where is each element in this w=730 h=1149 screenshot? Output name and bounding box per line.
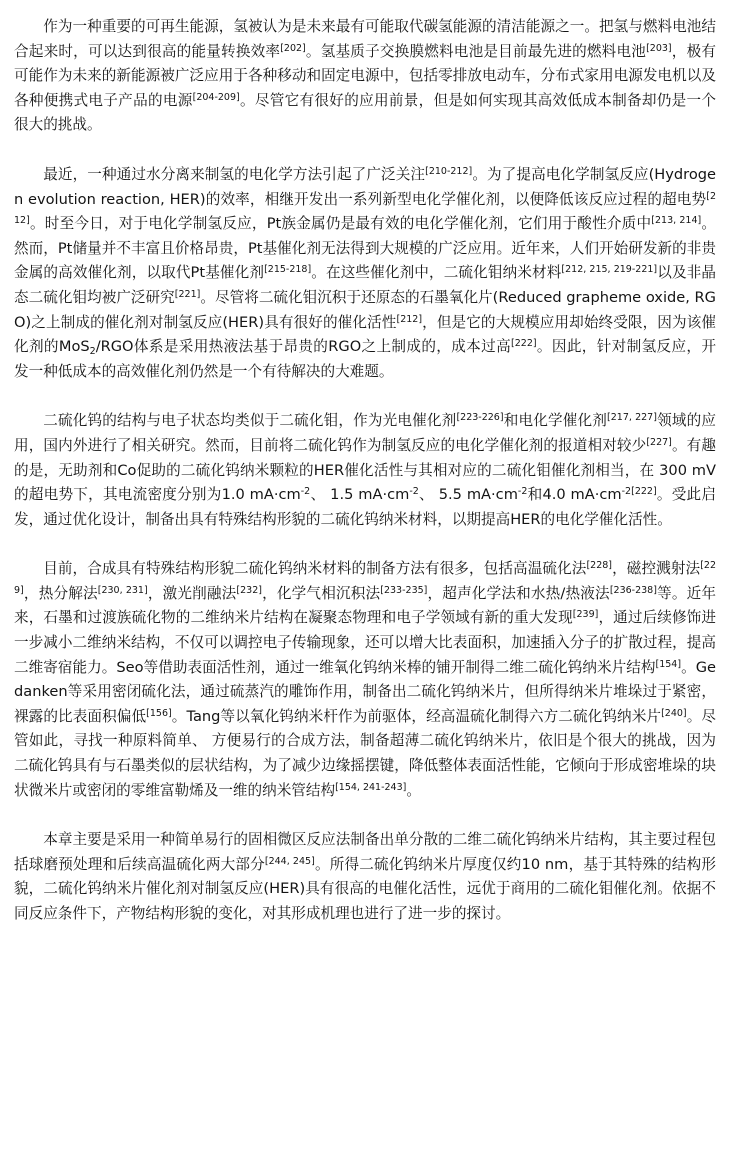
- text-run: 本章主要是采用一种简单易行的固相微区反应法制备出单分散的二维二硫化钨纳米片结构，其主要过程包括球磨预处理和后续高温硫化两大部分: [14, 831, 716, 873]
- citation-superscript: [204-209]: [192, 91, 240, 103]
- text-run: 。然而，Pt储量并不丰富且价格昂贵，Pt基催化剂无法得到大规模的广泛应用。近年来，人们开始研发新的非贵金属的高效催化剂，以取代Pt基催化剂: [14, 215, 716, 282]
- text-run: ，化学气相沉积法: [261, 584, 381, 602]
- citation-superscript: [202]: [280, 42, 306, 54]
- text-run: 。有趣的是，无助剂和Co促助的二硫化钨纳米颗粒的HER催化活性与其相对应的二硫化钼催化剂相当，在 300 mV 的超电势下，其电流密度分别为1.0 mA·cm: [14, 436, 716, 504]
- text-run: 。Tang等以氧化钨纳米杆作为前驱体，经高温硫化制得六方二硫化钨纳米片: [171, 707, 662, 725]
- text-run: ，激光削融法: [147, 584, 237, 602]
- citation-superscript: [154, 241-243]: [335, 781, 407, 793]
- paragraph-5: [14, 828, 716, 926]
- citation-superscript: [222]: [511, 338, 537, 350]
- citation-superscript: -2: [300, 486, 311, 498]
- paragraph-1: [14, 15, 716, 138]
- text-run: 。为了提高电化学制氢反应(Hydrogen evolution reaction, HER)的效率，相继开发出一系列新型电化学催化剂，以便降低该反应过程的超电势: [14, 165, 716, 208]
- paragraph-4: [14, 557, 716, 803]
- text-run: /RGO体系是采用热液法基于昂贵的RGO之上制成的，成本过高: [95, 338, 512, 356]
- citation-superscript: [210-212]: [425, 165, 473, 177]
- text-run: 。时至今日，对于电化学制氢反应，Pt族金属仍是最有效的电化学催化剂，它们用于酸性介质中: [29, 215, 652, 233]
- citation-superscript: [221]: [174, 288, 201, 300]
- text-run: 和电化学催化剂: [503, 412, 608, 430]
- citation-superscript: [227]: [646, 436, 672, 448]
- citation-superscript: [236-238]: [609, 584, 657, 596]
- citation-superscript: [212, 215, 219-221]: [561, 264, 658, 276]
- text-run: 。: [406, 781, 421, 799]
- citation-superscript: -2: [621, 486, 632, 498]
- text-run: ，通过后续修饰进一步减小二维纳米结构，不仅可以调控电子传输现象，还可以增大比表面积，加速插入分子的扩散过程，提高二维寄宿能力。Seo等借助表面活性剂，通过一维氧化钨纳米棒的铺开制得二维二硫化钨纳米片结构: [14, 609, 716, 676]
- citation-superscript: [230, 231]: [97, 584, 148, 596]
- citation-superscript: [212]: [396, 313, 423, 325]
- citation-superscript: [240]: [661, 707, 687, 719]
- citation-superscript: [232]: [236, 584, 262, 596]
- text-run: 。尽管如此，寻找一种原料简单、 方便易行的合成方法，制备超薄二硫化钨纳米片，依旧是个很大的挑战，因为二硫化钨具有与石墨类似的层状结构，为了减少边缘摇摆键，降低整体表面活性能，它倾向于形成密堆垛的块状微米片或密闭的零维富勒烯及一维的纳米管结构: [14, 707, 716, 799]
- citation-superscript: [244, 245]: [264, 855, 315, 867]
- text-run: 。Gedanken等采用密闭硫化法，通过硫蒸汽的雕饰作用，制备出二硫化钨纳米片，但所得纳米片堆垛过于紧密，裸露的比表面积偏低: [14, 658, 716, 725]
- citation-superscript: [212]: [14, 190, 716, 227]
- text-run: 、 5.5 mA·cm: [418, 486, 518, 504]
- citation-superscript: [229]: [14, 560, 716, 596]
- citation-superscript: [215-218]: [264, 264, 312, 276]
- text-run: 。因此，针对制氢反应，开发一种低成本的高效催化剂仍然是一个有待解决的大难题。: [14, 338, 716, 380]
- text-run: ，极有可能作为未来的新能源被广泛应用于各种移动和固定电源中，包括零排放电动车，分布式家用电源发电机以及各种便携式电子产品的电源: [14, 42, 716, 109]
- citation-superscript: [156]: [146, 707, 172, 719]
- subscript: 2: [89, 346, 96, 358]
- citation-superscript: [154]: [655, 658, 682, 670]
- text-run: 作为一种重要的可再生能源，氢被认为是未来最有可能取代碳氢能源的清洁能源之一。把氢与燃料电池结合起来时，可以达到很高的能量转换效率: [14, 18, 716, 60]
- citation-superscript: [239]: [572, 609, 599, 621]
- text-run: ，磁控溅射法: [612, 560, 701, 578]
- text-run: 。在这些催化剂中，二硫化钼纳米材料: [311, 264, 562, 282]
- text-run: 等。近年来，石墨和过渡族硫化物的二维纳米片结构在凝聚态物理和电子学领域有新的重大发现: [14, 584, 716, 627]
- text-run: 最近，一种通过水分离来制氢的电化学方法引起了广泛关注: [43, 165, 426, 183]
- text-run: 、 1.5 mA·cm: [310, 486, 410, 504]
- citation-superscript: [213, 214]: [651, 215, 702, 227]
- citation-superscript: [222]: [631, 486, 657, 498]
- text-run: 。所得二硫化钨纳米片厚度仅约10 nm，基于其特殊的结构形貌，二硫化钨纳米片催化剂对制氢反应(HER)具有很高的电催化活性，远优于商用的二硫化钼催化剂。依据不同反应条件下，产物结构形貌的变化，对其形成机理也进行了进一步的探讨。: [14, 855, 716, 922]
- text-run: 目前，合成具有特殊结构形貌二硫化钨纳米材料的制备方法有很多，包括高温硫化法: [43, 560, 587, 578]
- citation-superscript: -2: [409, 486, 419, 498]
- text-run: 以及非晶态二硫化钼均被广泛研究: [14, 264, 716, 306]
- text-run: ，但是它的大规模应用却始终受限，因为该催化剂的MoS: [14, 313, 716, 356]
- text-run: ，超声化学法和水热/热液法: [427, 584, 610, 602]
- text-run: 二硫化钨的结构与电子状态均类似于二硫化钼，作为光电催化剂: [43, 412, 457, 430]
- text-run: 和4.0 mA·cm: [527, 486, 622, 504]
- text-run: 。尽管它有很好的应用前景，但是如何实现其高效低成本制备却仍是一个很大的挑战。: [14, 91, 716, 134]
- citation-superscript: [233-235]: [380, 584, 428, 596]
- citation-superscript: [217, 227]: [607, 412, 657, 424]
- text-run: 。尽管将二硫化钼沉积于还原态的石墨氧化片(Reduced grapheme oxide, RGO)之上制成的催化剂对制氢反应(HER)具有很好的催化活性: [14, 288, 716, 331]
- citation-superscript: [203]: [646, 42, 672, 54]
- paragraph-2: [14, 163, 716, 384]
- citation-superscript: -2: [517, 486, 528, 498]
- text-run: 领域的应用，国内外进行了相关研究。然而，目前将二硫化钨作为制氢反应的电化学催化剂的报道相对较少: [14, 412, 716, 454]
- text-run: ，热分解法: [23, 584, 98, 602]
- text-run: 。氢基质子交换膜燃料电池是目前最先进的燃料电池: [305, 42, 647, 60]
- paragraph-3: [14, 409, 716, 532]
- citation-superscript: [223-226]: [456, 412, 504, 424]
- text-run: 。受此启发，通过优化设计，制备出具有特殊结构形貌的二硫化钨纳米材料，以期提高HER的电化学催化活性。: [14, 486, 716, 528]
- citation-superscript: [228]: [586, 560, 612, 572]
